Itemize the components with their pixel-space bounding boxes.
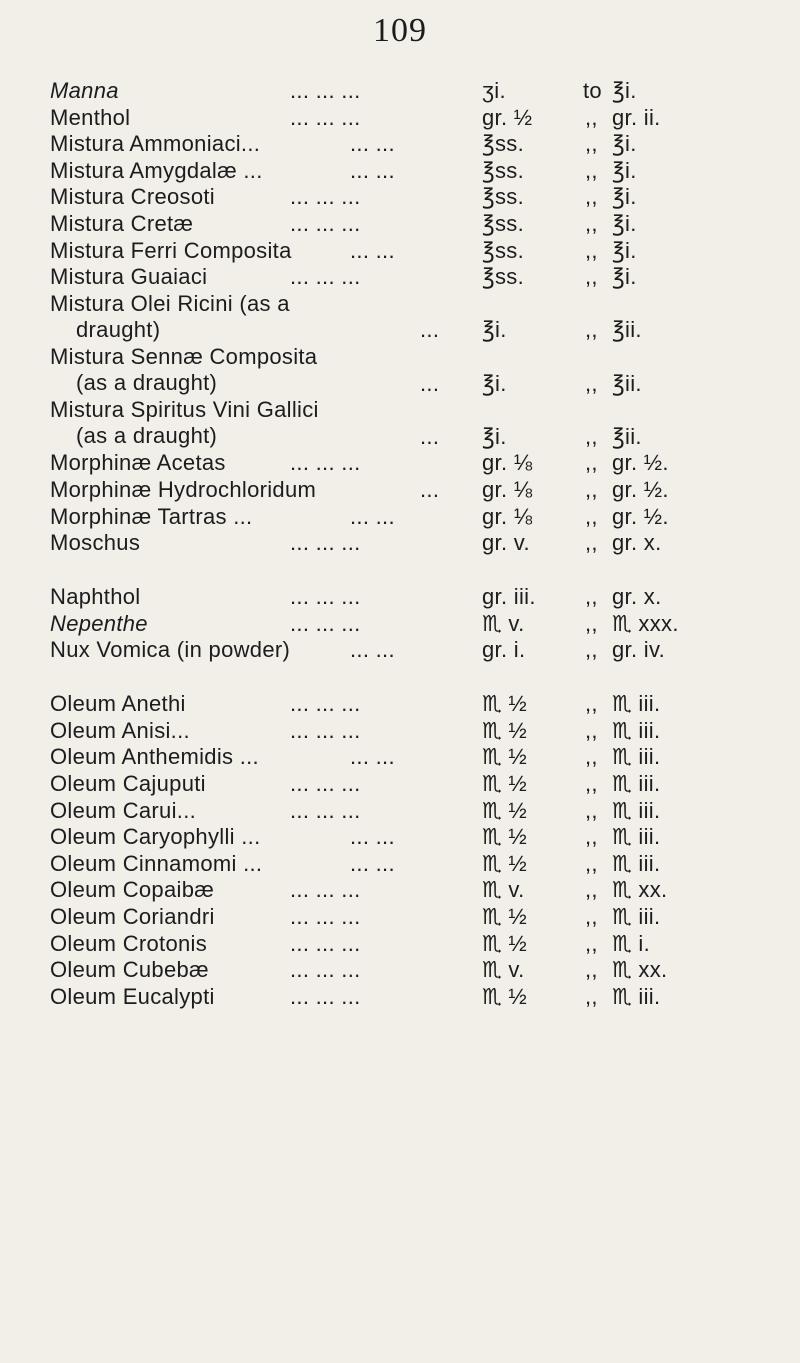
entry-row (50, 477, 780, 504)
min-dose: ℥ss. (482, 264, 525, 290)
leader-dots: ... ... (350, 157, 395, 183)
entry-row (50, 184, 780, 211)
leader-dots: ... ... ... (290, 983, 361, 1009)
min-dose: ♏ ½ (482, 824, 528, 850)
range-separator: ,, (585, 957, 598, 983)
drug-name-text: Mistura Amygdalæ ... (50, 157, 263, 183)
min-dose: ♏ ½ (482, 983, 528, 1009)
range-separator: ,, (585, 983, 598, 1009)
leader-dots: ... ... (350, 131, 395, 157)
entry-row (50, 611, 780, 638)
max-dose: ℥i. (612, 78, 637, 103)
max-dose: ℥i. (612, 131, 637, 157)
min-dose: ♏ v. (482, 610, 525, 636)
range-separator: ,, (585, 317, 598, 343)
leader-dots: ... ... ... (290, 717, 361, 743)
drug-name (50, 851, 262, 877)
max-dose: ℥ii. (612, 370, 642, 396)
drug-name (50, 611, 148, 637)
leader-dots: ... ... ... (290, 184, 361, 210)
min-dose: ♏ v. (482, 877, 525, 903)
drug-name-text: Nux Vomica (in powder) (50, 637, 291, 663)
min-dose: gr. i. (482, 637, 526, 663)
max-dose: gr. ii. (612, 104, 661, 130)
min-dose: ℥i. (482, 423, 507, 449)
drug-name (50, 798, 196, 824)
drug-name (50, 344, 317, 396)
drug-name (50, 450, 226, 476)
max-dose: ♏ xx. (612, 877, 668, 903)
entry-row (50, 824, 780, 851)
min-dose: ℥i. (482, 370, 507, 396)
range-separator: ,, (585, 131, 598, 157)
max-dose: ℥ii. (612, 317, 642, 343)
drug-name-text: Oleum Anthemidis ... (50, 744, 259, 770)
leader-dots: ... ... ... (290, 264, 361, 290)
entry-row (50, 771, 780, 798)
range-separator: ,, (585, 797, 598, 823)
max-dose: ♏ xxx. (612, 610, 679, 636)
leader-dots: ... ... ... (290, 610, 361, 636)
min-dose: ℥ss. (482, 210, 525, 236)
drug-name-continuation: (as a draught) (76, 423, 218, 449)
leader-dots: ... ... (350, 744, 395, 770)
drug-name (50, 291, 290, 343)
dosage-list (50, 78, 780, 1010)
leader-dots: ... ... (350, 503, 395, 529)
entry-row (50, 931, 780, 958)
entry-row (50, 264, 780, 291)
min-dose: ♏ ½ (482, 797, 528, 823)
min-dose: gr. iii. (482, 584, 536, 610)
range-separator: ,, (585, 584, 598, 610)
entry-row (50, 530, 780, 557)
entry-row (50, 584, 780, 611)
drug-name (50, 957, 209, 983)
drug-name-text: Oleum Crotonis (50, 930, 208, 956)
drug-name-text: Menthol (50, 104, 131, 130)
range-separator: ,, (585, 476, 598, 502)
drug-name-text: Mistura Ammoniaci... (50, 131, 261, 157)
min-dose: ♏ ½ (482, 904, 528, 929)
min-dose: gr. ⅛ (482, 450, 533, 476)
min-dose: ♏ v. (482, 957, 525, 983)
drug-name (50, 744, 259, 770)
drug-name-text: Oleum Carui... (50, 797, 197, 823)
leader-dots: ... ... ... (290, 78, 361, 103)
range-separator: ,, (585, 877, 598, 903)
drug-name-text: Mistura Cretæ (50, 210, 194, 236)
max-dose: ♏ iii. (612, 744, 661, 770)
max-dose: ♏ i. (612, 930, 651, 956)
range-separator: ,, (585, 264, 598, 290)
leader-dots: ... ... ... (290, 930, 361, 956)
drug-name (50, 264, 207, 290)
max-dose: ♏ iii. (612, 771, 661, 797)
entry-row (50, 344, 780, 397)
drug-name-text: Moschus (50, 530, 141, 556)
drug-name-text: Oleum Cajuputi (50, 771, 206, 797)
min-dose: ♏ ½ (482, 771, 528, 797)
min-dose: gr. v. (482, 530, 530, 556)
drug-name (50, 477, 316, 503)
entry-row (50, 504, 780, 531)
max-dose: ♏ iii. (612, 904, 661, 929)
min-dose: ♏ ½ (482, 850, 528, 876)
drug-name-text: Naphthol (50, 584, 141, 610)
max-dose: gr. ½. (612, 476, 669, 502)
min-dose: ♏ ½ (482, 717, 528, 743)
max-dose: gr. x. (612, 584, 662, 610)
page-number: 109 (373, 12, 427, 49)
entry-row (50, 131, 780, 158)
range-separator: ,, (585, 717, 598, 743)
leader-dots: ... (420, 476, 440, 502)
drug-name (50, 637, 290, 663)
entry-row (50, 718, 780, 745)
drug-name (50, 238, 292, 264)
drug-name-text: Oleum Cinnamomi ... (50, 850, 263, 876)
leader-dots: ... ... ... (290, 797, 361, 823)
leader-dots: ... ... (350, 237, 395, 263)
range-separator: ,, (585, 744, 598, 770)
range-separator: ,, (585, 450, 598, 476)
drug-name-continuation: draught) (76, 316, 161, 342)
leader-dots: ... ... ... (290, 691, 361, 717)
entry-row (50, 744, 780, 771)
min-dose: ℥ss. (482, 184, 525, 210)
min-dose: ʒi. (482, 78, 506, 103)
range-separator: ,, (585, 610, 598, 636)
leader-dots: ... ... ... (290, 877, 361, 903)
drug-name (50, 131, 260, 157)
entry-row (50, 238, 780, 265)
min-dose: ℥ss. (482, 157, 525, 183)
min-dose: ℥ss. (482, 237, 525, 263)
drug-name-continuation: (as a draught) (76, 369, 218, 395)
min-dose: ℥i. (482, 317, 507, 343)
min-dose: gr. ½ (482, 104, 533, 130)
leader-dots: ... ... ... (290, 904, 361, 929)
leader-dots: ... (420, 317, 440, 343)
drug-name-text: Morphinæ Tartras ... (50, 503, 253, 529)
range-separator: ,, (585, 503, 598, 529)
drug-name (50, 771, 206, 797)
min-dose: gr. ⅛ (482, 503, 533, 529)
range-separator: ,, (585, 850, 598, 876)
entry-row (50, 397, 780, 450)
range-separator: ,, (585, 237, 598, 263)
entry-row (50, 158, 780, 185)
drug-name (50, 718, 190, 744)
entry-row (50, 105, 780, 132)
max-dose: ℥ii. (612, 423, 642, 449)
range-separator: ,, (585, 904, 598, 929)
drug-name (50, 105, 130, 131)
entry-row (50, 984, 780, 1011)
max-dose: gr. ½. (612, 503, 669, 529)
min-dose: gr. ⅛ (482, 476, 533, 502)
range-separator: ,, (585, 210, 598, 236)
max-dose: ℥i. (612, 184, 637, 210)
drug-name-text: Oleum Eucalypti (50, 983, 215, 1009)
leader-dots: ... ... (350, 824, 395, 850)
range-separator: ,, (585, 104, 598, 130)
drug-name-text: Nepenthe (50, 610, 148, 636)
min-dose: ♏ ½ (482, 691, 528, 717)
leader-dots: ... ... ... (290, 104, 361, 130)
leader-dots: ... (420, 423, 440, 449)
entry-row (50, 904, 780, 931)
leader-dots: ... ... ... (290, 210, 361, 236)
drug-name (50, 877, 214, 903)
range-separator: to (583, 78, 602, 103)
max-dose: ♏ iii. (612, 850, 661, 876)
min-dose: ℥ss. (482, 131, 525, 157)
max-dose: ℥i. (612, 237, 637, 263)
range-separator: ,, (585, 157, 598, 183)
entry-row (50, 798, 780, 825)
drug-name (50, 184, 215, 210)
max-dose: ♏ iii. (612, 797, 661, 823)
entry-row (50, 691, 780, 718)
drug-name (50, 158, 263, 184)
max-dose: ♏ iii. (612, 717, 661, 743)
leader-dots: ... ... ... (290, 957, 361, 983)
max-dose: ℥i. (612, 264, 637, 290)
drug-name-text: Mistura Olei Ricini (as a (50, 290, 290, 316)
max-dose: gr. iv. (612, 637, 666, 663)
drug-name (50, 691, 186, 717)
range-separator: ,, (585, 691, 598, 717)
max-dose: ♏ xx. (612, 957, 668, 983)
leader-dots: ... (420, 370, 440, 396)
drug-name (50, 904, 215, 930)
range-separator: ,, (585, 637, 598, 663)
entry-row (50, 211, 780, 238)
range-separator: ,, (585, 771, 598, 797)
max-dose: gr. ½. (612, 450, 669, 476)
entry-row (50, 851, 780, 878)
section-gap (50, 557, 780, 584)
range-separator: ,, (585, 370, 598, 396)
drug-name (50, 504, 252, 530)
min-dose: ♏ ½ (482, 744, 528, 770)
drug-name-text: Oleum Anisi... (50, 717, 190, 743)
max-dose: gr. x. (612, 530, 662, 556)
range-separator: ,, (585, 423, 598, 449)
drug-name (50, 824, 260, 850)
drug-name (50, 584, 140, 610)
range-separator: ,, (585, 184, 598, 210)
drug-name-text: Oleum Cubebæ (50, 957, 209, 983)
entry-row (50, 957, 780, 984)
min-dose: ♏ ½ (482, 930, 528, 956)
max-dose: ♏ iii. (612, 691, 661, 717)
entry-row (50, 450, 780, 477)
leader-dots: ... ... (350, 850, 395, 876)
max-dose: ♏ iii. (612, 824, 661, 850)
entry-row (50, 877, 780, 904)
leader-dots: ... ... ... (290, 530, 361, 556)
drug-name (50, 397, 319, 449)
drug-name-text: Morphinæ Hydrochloridum (50, 476, 317, 502)
max-dose: ℥i. (612, 210, 637, 236)
drug-name (50, 530, 140, 556)
leader-dots: ... ... ... (290, 584, 361, 610)
drug-name-text: Manna (50, 78, 119, 103)
drug-name-text: Mistura Sennæ Composita (50, 343, 318, 369)
leader-dots: ... ... ... (290, 450, 361, 476)
drug-name-text: Mistura Ferri Composita (50, 237, 292, 263)
drug-name-text: Mistura Guaiaci (50, 264, 208, 290)
drug-name-text: Oleum Coriandri (50, 904, 215, 929)
entry-row (50, 637, 780, 664)
range-separator: ,, (585, 930, 598, 956)
drug-name (50, 931, 207, 957)
max-dose: ℥i. (612, 157, 637, 183)
drug-name-text: Mistura Creosoti (50, 184, 215, 210)
drug-name-text: Oleum Copaibæ (50, 877, 215, 903)
drug-name-text: Mistura Spiritus Vini Gallici (50, 397, 319, 423)
drug-name-text: Oleum Caryophylli ... (50, 824, 261, 850)
range-separator: ,, (585, 824, 598, 850)
entry-row (50, 291, 780, 344)
entry-row (50, 78, 780, 105)
drug-name-text: Oleum Anethi (50, 691, 186, 717)
drug-name (50, 78, 119, 104)
max-dose: ♏ iii. (612, 983, 661, 1009)
range-separator: ,, (585, 530, 598, 556)
section-gap (50, 664, 780, 691)
drug-name-text: Morphinæ Acetas (50, 450, 226, 476)
drug-name (50, 984, 215, 1010)
drug-name (50, 211, 193, 237)
leader-dots: ... ... ... (290, 771, 361, 797)
leader-dots: ... ... (350, 637, 395, 663)
